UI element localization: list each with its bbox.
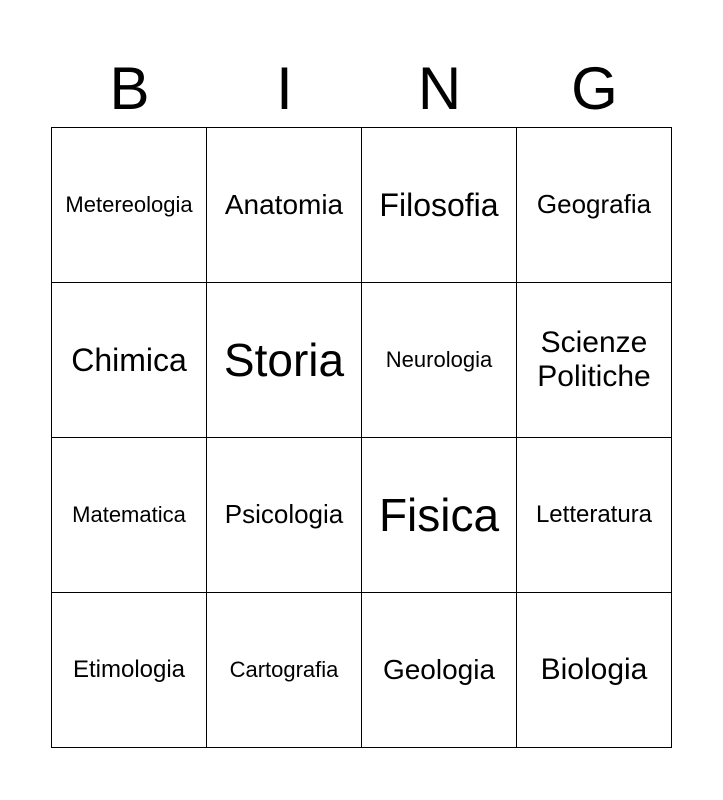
bingo-grid xyxy=(51,127,672,748)
bingo-cell[interactable]: Matematica xyxy=(52,438,207,593)
header-letter-g: G xyxy=(571,55,618,122)
bingo-cell[interactable]: Neurologia xyxy=(362,283,517,438)
bingo-cell[interactable]: Metereologia xyxy=(52,128,207,283)
bingo-cell[interactable]: Storia xyxy=(207,283,362,438)
bingo-cell[interactable]: Biologia xyxy=(517,593,672,748)
header-letter-b: B xyxy=(109,55,150,122)
bingo-cell[interactable]: Geologia xyxy=(362,593,517,748)
bingo-cell[interactable]: Anatomia xyxy=(207,128,362,283)
header-letter-n: N xyxy=(417,55,462,122)
bingo-cell[interactable]: Scienze Politiche xyxy=(517,283,672,438)
bingo-cell[interactable]: Psicologia xyxy=(207,438,362,593)
bingo-cell[interactable]: Chimica xyxy=(52,283,207,438)
bingo-cell[interactable]: Fisica xyxy=(362,438,517,593)
bingo-header xyxy=(52,50,672,128)
bingo-cell[interactable]: Filosofia xyxy=(362,128,517,283)
header-letter-i: I xyxy=(276,55,293,122)
bingo-cell[interactable]: Geografia xyxy=(517,128,672,283)
bingo-cell[interactable]: Etimologia xyxy=(52,593,207,748)
bingo-cell[interactable]: Cartografia xyxy=(207,593,362,748)
bingo-cell[interactable]: Letteratura xyxy=(517,438,672,593)
